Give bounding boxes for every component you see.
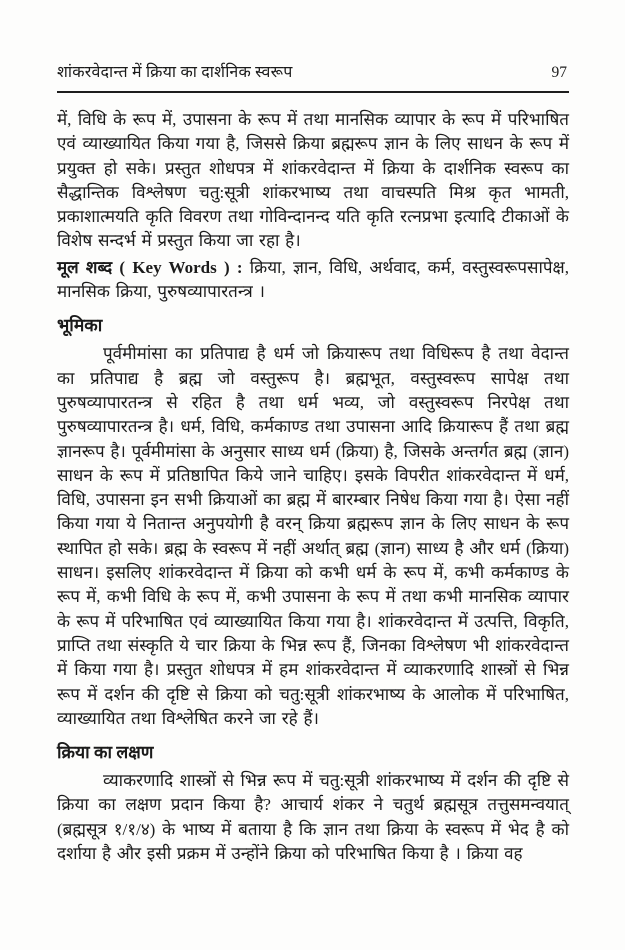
page-number: 97 (551, 64, 567, 81)
page-header (57, 60, 569, 93)
paragraph-kriya-lakshan: व्याकरणादि शास्त्रों से भिन्न रूप में चतु:सूत्री शांकरभाष्य में दर्शन की दृष्टि से क्रिया का लक्षण प्रदान किया है? आचार्य शंकर ने चतुर्थ ब्रह्मसूत्र तत्तुसमन्वयात् (ब्रह्मसूत्र १/१/४) के भाष्य में बताया है कि ज्ञान तथा क्रिया के स्वरूप में भेद है को दर्शाया है और इसी प्रक्रम में उन्होंने क्रिया को परिभाषित किया है । क्रिया वह (57, 771, 569, 864)
keywords-list: क्रिया, ज्ञान, विधि, अर्थवाद, कर्म, वस्तुस्वरूपसापेक्ष, मानसिक क्रिया, पुरुषव्यापारतन्त्र । (57, 257, 569, 302)
paragraph-bhumika: पूर्वमीमांसा का प्रतिपाद्य है धर्म जो क्रियारूप तथा विधिरूप है तथा वेदान्त का प्रतिपाद्य है ब्रह्म जो वस्तुरूप है। ब्रह्मभूत, वस्तुस्वरूप सापेक्ष तथा पुरुषव्यापारतन्त्र से रहित है तथा धर्म भव्य, जो वस्तुस्वरूप निरपेक्ष तथा पुरुषव्यापारतन्त्र है। धर्म, विधि, कर्मकाण्ड तथा उपासना आदि क्रियारूप हैं तथा ब्रह्म ज्ञानरूप है। पूर्वमीमांसा के अनुसार साध्य धर्म (क्रिया) है, जिसके अन्तर्गत ब्रह्म (ज्ञान) साधन के रूप में प्रतिष्ठापित किये जाने चाहिए। इसके विपरीत शांकरवेदान्त में धर्म, विधि, उपासना इन सभी क्रियाओं का ब्रह्म में बारम्बार निषेध किया गया है। ऐसा नहीं किया गया ये नितान्त अनुपयोगी है वरन् क्रिया ब्रह्मरूप ज्ञान के लिए साधन के रूप स्थापित हो सके। ब्रह्म के स्वरूप में नहीं अर्थात् ब्रह्म (ज्ञान) साध्य है और धर्म (क्रिया) साधन। इसलिए शांकरवेदान्त में क्रिया को कभी धर्म के रूप में, कभी कर्मकाण्ड के रूप में, कभी विधि के रूप में, कभी उपासना के रूप में तथा कभी मानसिक व्यापार के रूप में परिभाषित एवं व्याख्यायित किया गया है। शांकरवेदान्त में उत्पत्ति, विकृति, प्राप्ति तथा संस्कृति ये चार क्रिया के भिन्न रूप हैं, जिनका विश्लेषण भी शांकरवेदान्त में किया गया है। प्रस्तुत शोधपत्र में हम शांकरवेदान्त में व्याकरणादि शास्त्रों से भिन्न रूप में दर्शन की दृष्टि से क्रिया को चतु:सूत्री शांकरभाष्य के आलोक में परिभाषित, व्याख्यायित तथा विश्लेषित करने जा रहे हैं। (57, 344, 569, 728)
keywords-paragraph (57, 256, 569, 305)
page-body (57, 108, 569, 866)
keywords-label: मूल शब्द ( Key Words ) : (57, 257, 243, 277)
paragraph-intro-continuation: में, विधि के रूप में, उपासना के रूप में तथा मानसिक व्यापार के रूप में परिभाषित एवं व्याख्यायित किया गया है, जिससे क्रिया ब्रह्मरूप ज्ञान के लिए साधन के रूप में प्रयुक्त हो सके। प्रस्तुत शोधपत्र में शांकरवेदान्त में क्रिया के दार्शनिक स्वरूप का सैद्धान्तिक विश्लेषण चतु:सूत्री शांकरभाष्य तथा वाचस्पति मिश्र कृत भामती, प्रकाशात्मयति कृति विवरण तथा गोविन्दानन्द यति कृति रत्नप्रभा इत्यादि टीकाओं के विशेष सन्दर्भ में प्रस्तुत किया जा रहा है। (57, 110, 569, 251)
running-title: शांकरवेदान्त में क्रिया का दार्शनिक स्वरूप (57, 64, 293, 81)
section-heading-bhumika: भूमिका (57, 315, 103, 336)
section-heading-kriya-lakshan: क्रिया का लक्षण (57, 742, 154, 763)
